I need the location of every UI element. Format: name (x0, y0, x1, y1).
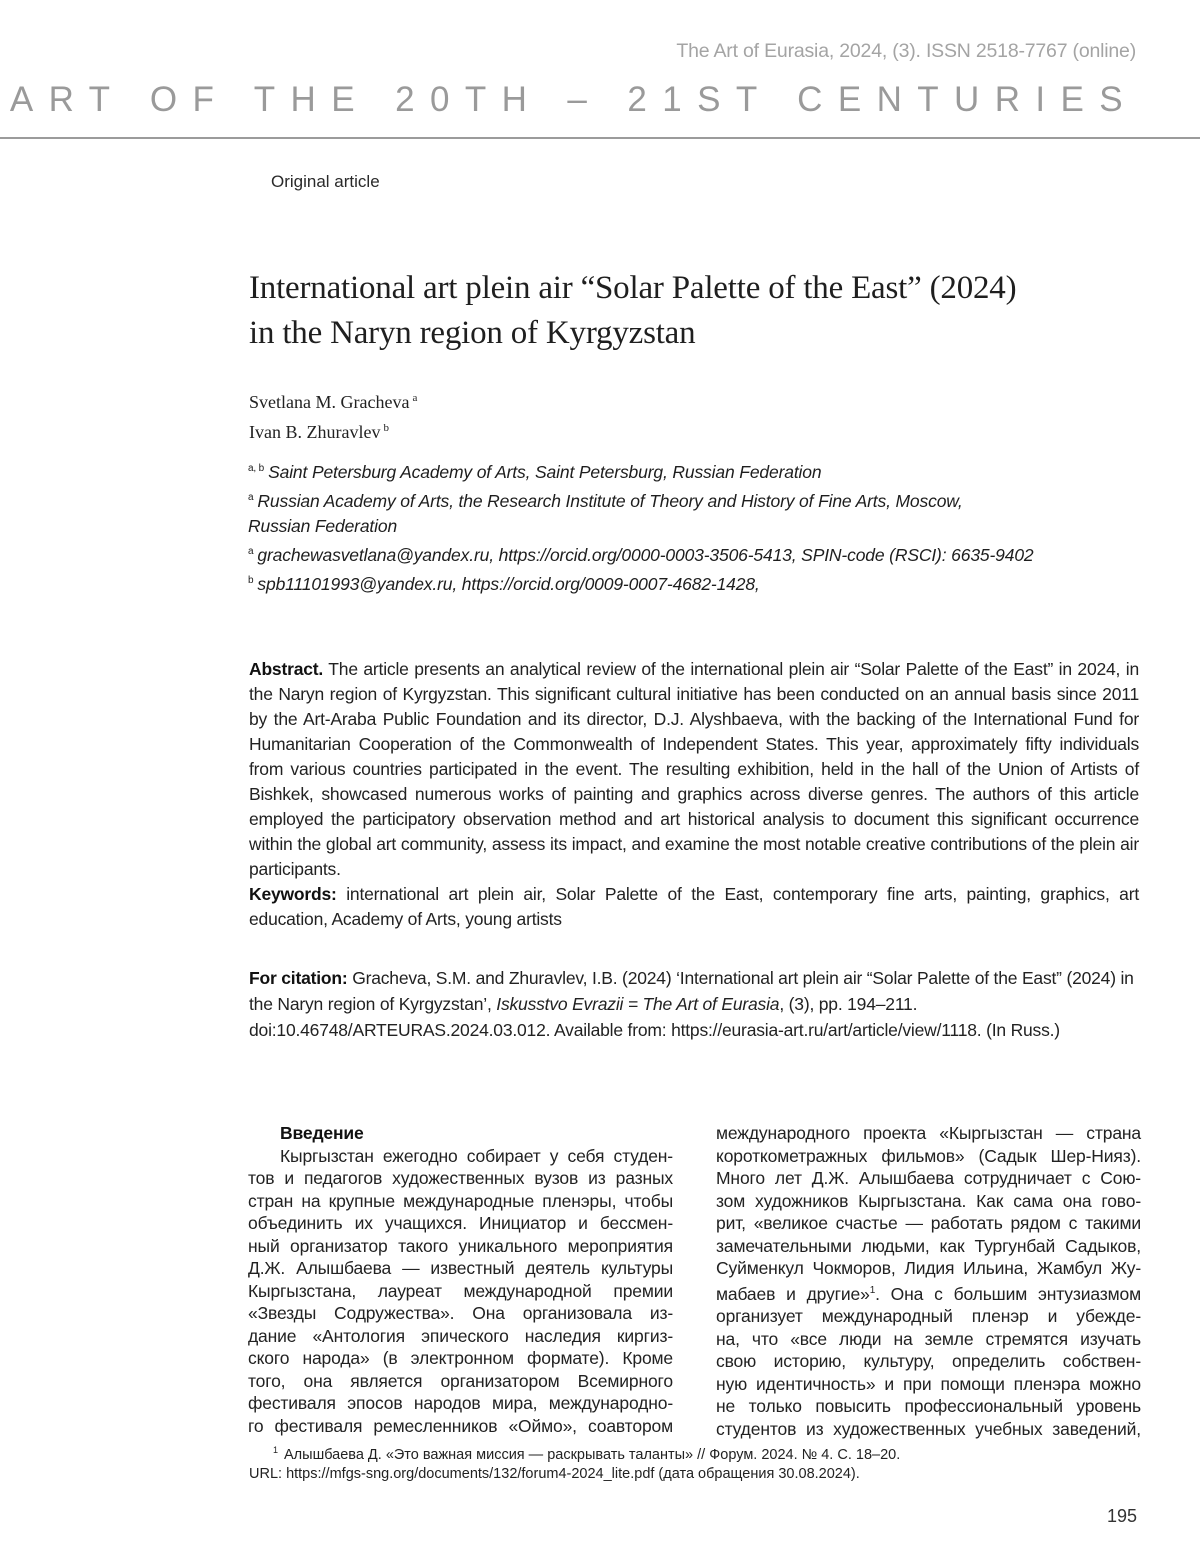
body-column-right (716, 1122, 1141, 1440)
section-title: ART OF THE 20TH – 21ST CENTURIES (9, 80, 1138, 119)
text-line: тов и педагогов художественных вузов из разных (248, 1168, 673, 1188)
author: Svetlana M. Gracheva $^a$ (249, 392, 418, 412)
article-title (249, 266, 1154, 356)
text-line: свою историю, культуру, определить собствен- (716, 1351, 1141, 1371)
footnote-line: $^1$ Алышбаева Д. «Это важная миссия — раскрывать таланты» // Форум. 2024. № 4. С. 18–20. (273, 1445, 901, 1463)
text-line: Суйменкул Чокморов, Лидия Ильина, Жамбул Жу- (716, 1258, 1141, 1278)
text-line: мабаев и другие»$^1$. Она с большим энтузиазмом (716, 1283, 1141, 1304)
journal-citation-line: The Art of Eurasia, 2024, (3). ISSN 2518-7767 (online) (676, 40, 1136, 62)
footnote-mark: 1 (273, 1445, 279, 1455)
citation-text-end: , (3), pp. 194–211. doi:10.46748/ARTEURAS.2024.03.012. Available from: https://eurasia-art.ru/art/article/view/1118. (In Russ.) (249, 994, 1060, 1040)
left-column-text (248, 1145, 673, 1438)
abstract-text: The article presents an analytical review of the international plein air “Solar Palette of the East” in 2024, in the Naryn region of Kyrgyzstan. This significant cultural initiative has been conducted on an annual basis since 2011 by the Art-Araba Public Foundation and its director, D.J. Alyshbaeva, with the backing of the International Fund for Humanitarian Cooperation of the Commonwealth of Independent States. This year, approximately fifty individuals from various countries participated in the event. The resulting exhibition, held in the hall of the Union of Artists of Bishkek, showcased numerous works of painting and graphics across diverse genres. The authors of this article employed the participatory observation method and art historical analysis to document this significant occurrence within the global art community, assess its impact, and examine the most notable creative contributions of the plein air participants. (249, 659, 1139, 879)
author: Ivan B. Zhuravlev $^b$ (249, 422, 389, 442)
text-line: Д.Ж. Алышбаева — известный деятель культуры (248, 1258, 673, 1278)
article-title-line-1: International art plein air “Solar Palette of the East” (2024) (249, 270, 1017, 306)
text-line: стран на крупные международные пленэры, чтобы (248, 1190, 673, 1211)
footnote-url-line: URL: https://mfgs-sng.org/documents/132/forum4-2024_lite.pdf (дата обращения 30.08.2024). (249, 1466, 860, 1482)
header-divider (0, 137, 1200, 139)
abstract (249, 657, 1139, 882)
text-line: ского народа» (в электронном формате). Кроме (248, 1348, 673, 1368)
text-line: объединить их учащихся. Инициатор и бессмен- (248, 1213, 673, 1233)
abstract-label: Abstract. (249, 659, 324, 679)
text-line: замечательными людьми, как Тургунбай Садыков, (716, 1235, 1141, 1256)
text-line: зом художников Кыргызстана. Как сама она гово- (716, 1190, 1141, 1211)
article-type: Original article (271, 172, 380, 191)
affiliation-email-line: $^b$ spb11101993@yandex.ru, https://orcid.org/0009-0007-4682-1428, (248, 574, 760, 594)
text-line: фестиваля эпосов народов мира, международно- (248, 1393, 673, 1413)
text-line: на, что «все люди на земле стремятся изучать (716, 1328, 1141, 1349)
section-heading: Введение (280, 1123, 364, 1143)
citation-journal: Iskusstvo Evrazii = The Art of Eurasia (496, 994, 780, 1014)
text-line: того, она является организатором Всемирного (248, 1370, 673, 1391)
text-line: ный организатор такого уникального мероприятия (248, 1235, 673, 1256)
affiliation-line: $^{a, b}$ Saint Petersburg Academy of Arts, Saint Petersburg, Russian Federation (248, 462, 822, 482)
keywords (249, 882, 1139, 932)
affiliation-email-line: $^a$ grachewasvetlana@yandex.ru, https://orcid.org/0000-0003-3506-5413, SPIN-code (RSCI): 6635-9402 (248, 545, 1034, 565)
page-number: 195 (1106, 1506, 1137, 1526)
citation-text: Gracheva, S.M. and Zhuravlev, I.B. (2024) ‘International art plein air “Solar Palette of the East” (2024) in the Naryn region of Kyrgyzstan’, (249, 968, 1134, 1014)
text-line: студентов из художественных учебных заведений, (716, 1418, 1141, 1439)
text-line: организует международный пленэр и убежде- (716, 1306, 1141, 1326)
right-column-text-cont (716, 1305, 1141, 1440)
footnote-ref: 1 (869, 1284, 876, 1296)
text-line: Кыргызстана, лауреат международной премии (248, 1280, 673, 1301)
abstract-block (249, 657, 1139, 932)
text-line: Кыргызстан ежегодно собирает у себя студен- (280, 1145, 673, 1166)
text-line: рит, «великое счастье — работать рядом с такими (716, 1213, 1141, 1233)
footnote (249, 1441, 1149, 1484)
body-column-left (248, 1122, 673, 1437)
author-mark: b (383, 422, 389, 434)
article-title-line-2: in the Naryn region of Kyrgyzstan (249, 315, 696, 351)
text-line: «Звезды Содружества». Она организовала из- (248, 1303, 673, 1323)
text-line: международного проекта «Кыргызстан — страна (716, 1123, 1141, 1143)
keywords-label: Keywords: (249, 884, 337, 904)
author-list (249, 385, 417, 445)
text-line: не только повысить профессиональный уровень (716, 1396, 1141, 1416)
right-column-text (716, 1122, 1141, 1280)
affiliation-line: Russian Federation (248, 516, 398, 536)
text-line: ную идентичность» и при помощи пленэра можно (716, 1373, 1141, 1394)
text-line: Много лет Д.Ж. Алышбаева сотрудничает с Сою- (716, 1168, 1141, 1188)
affiliation-line: $^a$ Russian Academy of Arts, the Research Institute of Theory and History of Fine Arts, Moscow, (248, 491, 963, 511)
text-line: короткометражных фильмов» (Садык Шер-Нияз). (716, 1145, 1141, 1166)
affiliations (248, 456, 1148, 597)
citation-block (249, 965, 1139, 1043)
citation-label: For citation: (249, 968, 348, 988)
author-mark: a (412, 392, 418, 404)
text-line: дание «Антология эпического наследия киргиз- (248, 1325, 673, 1346)
text-line: го фестиваля ремесленников «Оймо», соавтором (248, 1415, 673, 1436)
keywords-text: international art plein air, Solar Palette of the East, contemporary fine arts, painting, graphics, art education, Academy of Arts, young artists (249, 884, 1139, 929)
